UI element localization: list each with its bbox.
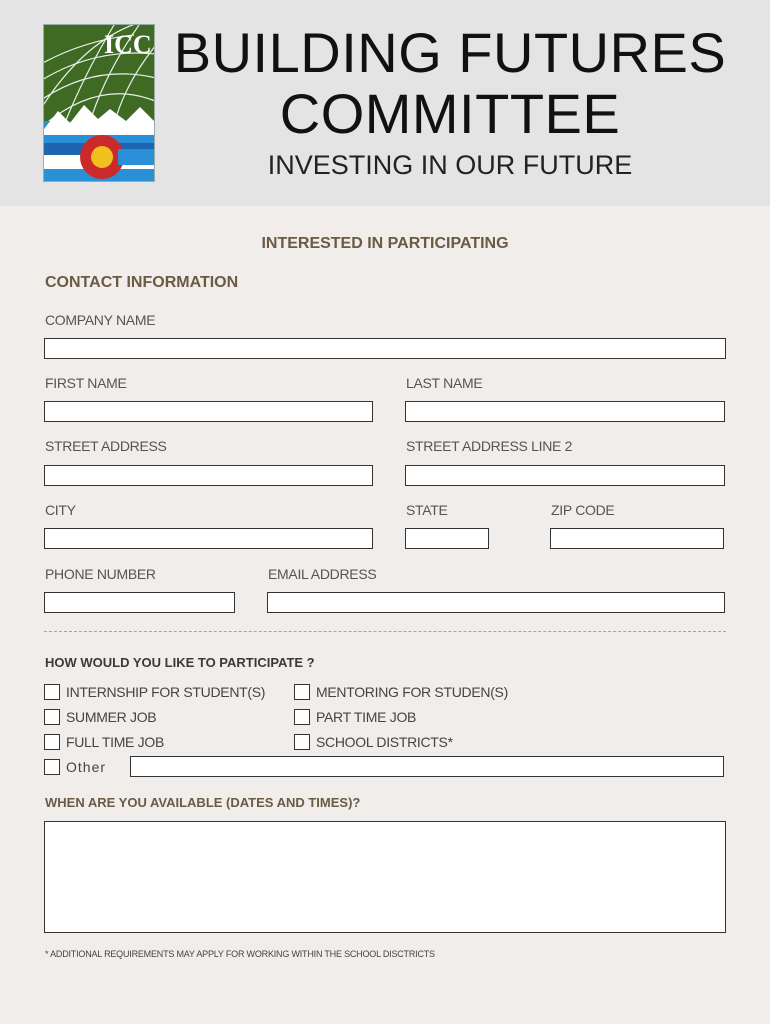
first-name-label: FIRST NAME bbox=[45, 375, 127, 391]
contact-heading: CONTACT INFORMATION bbox=[45, 274, 239, 291]
street2-label: STREET ADDRESS LINE 2 bbox=[406, 438, 573, 454]
school-districts-label: SCHOOL DISTRICTS* bbox=[316, 734, 453, 750]
header bbox=[0, 0, 770, 206]
last-name-label: LAST NAME bbox=[406, 375, 483, 391]
section-divider bbox=[44, 631, 726, 632]
street-label: STREET ADDRESS bbox=[45, 438, 167, 454]
city-label: CITY bbox=[45, 502, 76, 518]
section-title: INTERESTED IN PARTICIPATING bbox=[261, 235, 509, 252]
participate-heading: HOW WOULD YOU LIKE TO PARTICIPATE ? bbox=[45, 655, 315, 670]
phone-label: PHONE NUMBER bbox=[45, 566, 156, 582]
street-field[interactable] bbox=[44, 465, 373, 486]
availability-heading: WHEN ARE YOU AVAILABLE (DATES AND TIMES)? bbox=[45, 795, 361, 810]
city-field[interactable] bbox=[44, 528, 373, 549]
other-label: Other bbox=[66, 759, 107, 775]
full-time-checkbox[interactable] bbox=[44, 734, 60, 750]
part-time-checkbox[interactable] bbox=[294, 709, 310, 725]
other-field[interactable] bbox=[130, 756, 724, 777]
first-name-field[interactable] bbox=[44, 401, 373, 422]
summer-job-checkbox[interactable] bbox=[44, 709, 60, 725]
company-label: COMPANY NAME bbox=[45, 312, 156, 328]
internship-checkbox[interactable] bbox=[44, 684, 60, 700]
street2-field[interactable] bbox=[405, 465, 725, 486]
page-subtitle: INVESTING IN OUR FUTURE bbox=[267, 150, 633, 180]
phone-field[interactable] bbox=[44, 592, 235, 613]
page-title-line1: BUILDING FUTURES bbox=[173, 21, 727, 84]
email-field[interactable] bbox=[267, 592, 725, 613]
mentoring-checkbox[interactable] bbox=[294, 684, 310, 700]
availability-textarea[interactable] bbox=[44, 821, 726, 933]
email-label: EMAIL ADDRESS bbox=[268, 566, 377, 582]
internship-label: INTERNSHIP FOR STUDENT(S) bbox=[66, 684, 266, 700]
part-time-label: PART TIME JOB bbox=[316, 709, 417, 725]
company-field[interactable] bbox=[44, 338, 726, 359]
last-name-field[interactable] bbox=[405, 401, 725, 422]
state-label: STATE bbox=[406, 502, 448, 518]
summer-job-label: SUMMER JOB bbox=[66, 709, 157, 725]
other-checkbox[interactable] bbox=[44, 759, 60, 775]
page-title-line2: COMMITTEE bbox=[279, 82, 621, 145]
logo-text: ICC bbox=[104, 30, 152, 59]
state-field[interactable] bbox=[405, 528, 489, 549]
school-districts-checkbox[interactable] bbox=[294, 734, 310, 750]
mentoring-label: MENTORING FOR STUDEN(S) bbox=[316, 684, 508, 700]
footnote: * ADDITIONAL REQUIREMENTS MAY APPLY FOR WORKING WITHIN THE SCHOOL DISCTRICTS bbox=[45, 949, 435, 959]
full-time-label: FULL TIME JOB bbox=[66, 734, 165, 750]
icc-logo bbox=[43, 24, 155, 182]
zip-field[interactable] bbox=[550, 528, 724, 549]
zip-label: ZIP CODE bbox=[551, 502, 615, 518]
